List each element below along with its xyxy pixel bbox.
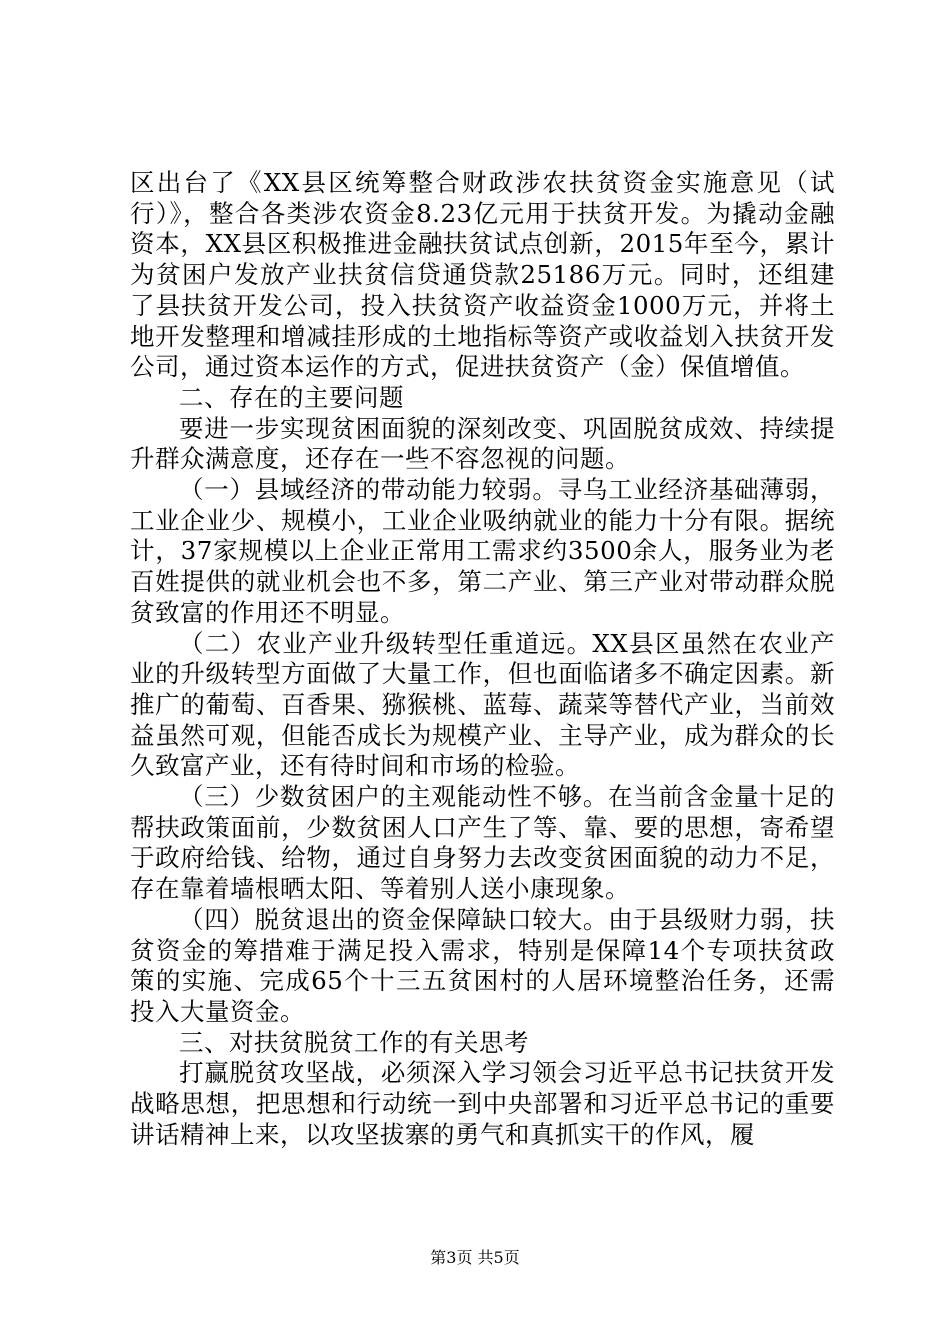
paragraph-problems-intro: 要进一步实现贫困面貌的深刻改变、巩固脱贫成效、持续提升群众满意度，还存在一些不容忽视的问题。 [130,413,835,474]
section-heading-thoughts: 三、对扶贫脱贫工作的有关思考 [179,1027,529,1057]
paragraph-problem-2: （二）农业产业升级转型任重道远。XX县区虽然在农业产业的升级转型方面做了大量工作，但也面临诸多不确定因素。新推广的葡萄、百香果、猕猴桃、蓝莓、蔬菜等替代产业，当前效益虽然可观，但能否成长为规模产业、主导产业，成为群众的长久致富产业，还有待时间和市场的检验。 [130,628,835,781]
paragraph-problem-3: （三）少数贫困户的主观能动性不够。在当前含金量十足的帮扶政策面前，少数贫困人口产生了等、靠、要的思想，寄希望于政府给钱、给物，通过自身努力去改变贫困面貌的动力不足，存在靠着墙根晒太阳、等着别人送小康现象。 [130,782,835,904]
paragraph-thoughts: 打赢脱贫攻坚战，必须深入学习领会习近平总书记扶贫开发战略思想，把思想和行动统一到中央部署和习近平总书记的重要讲话精神上来，以攻坚拔寨的勇气和真抓实干的作风，履 [130,1058,835,1149]
paragraph-problem-1: （一）县域经济的带动能力较弱。寻乌工业经济基础薄弱，工业企业少、规模小，工业企业吸纳就业的能力十分有限。据统计，37家规模以上企业正常用工需求约3500余人，服务业为老百姓提供的就业机会也不多，第二产业、第三产业对带动群众脱贫致富的作用还不明显。 [130,475,835,627]
page-footer: 第3页 共5页 [430,1248,520,1267]
paragraph-problem-4: （四）脱贫退出的资金保障缺口较大。由于县级财力弱，扶贫资金的筹措难于满足投入需求，特别是保障14个专项扶贫政策的实施、完成65个十三五贫困村的人居环境整治任务，还需投入大量资金。 [130,904,835,1026]
paragraph-continued: 区出台了《XX县区统筹整合财政涉农扶贫资金实施意见（试行）》，整合各类涉农资金8.23亿元用于扶贫开发。为撬动金融资本，XX县区积极推进金融扶贫试点创新，2015年至今，累计为贫困户发放产业扶贫信贷通贷款25186万元。同时，还组建了县扶贫开发公司，投入扶贫资产收益资金1000万元，并将土地开发整理和增减挂形成的土地指标等资产或收益划入扶贫开发公司，通过资本运作的方式，促进扶贫资产（金）保值增值。 [130,168,835,382]
section-heading-problems: 二、存在的主要问题 [179,382,404,412]
document-body [130,168,835,1151]
